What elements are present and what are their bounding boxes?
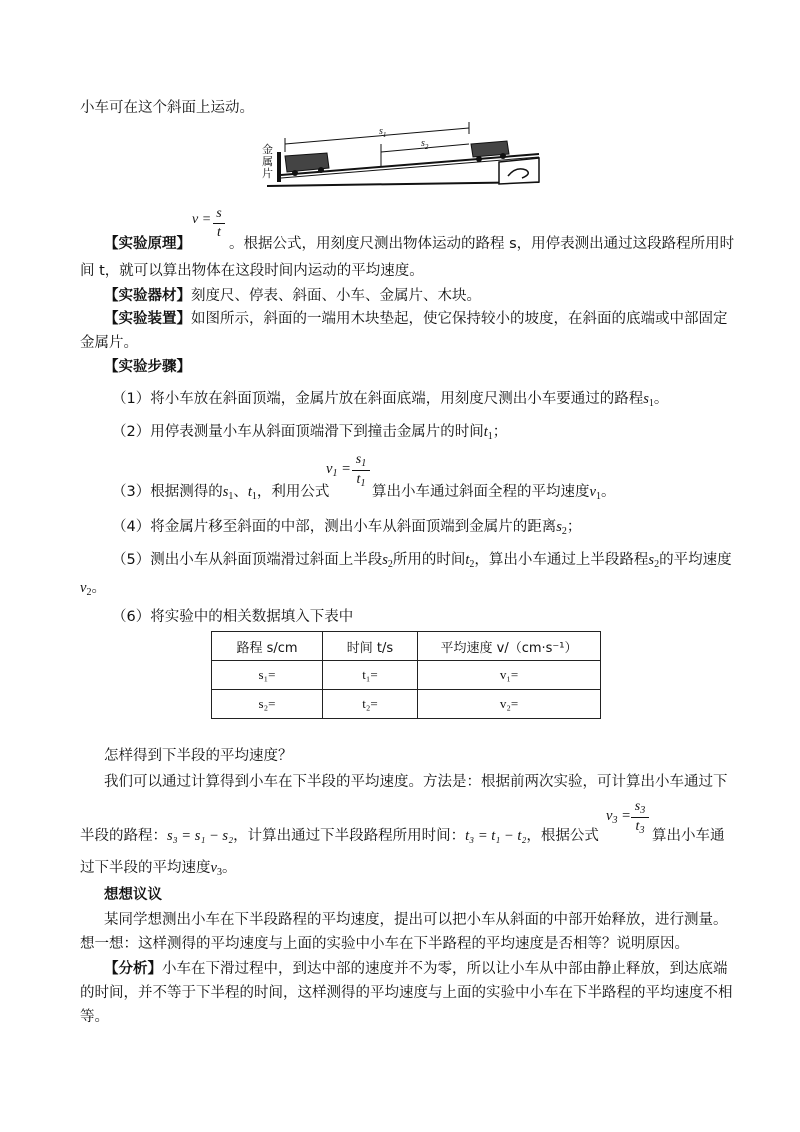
table-row — [212, 661, 601, 690]
step3-formula-lhs: $v_1$ = — [326, 461, 351, 479]
s1-dimension-line — [285, 128, 469, 144]
lower-paragraph-2: 半段的路程：s₃ = s₁ − s₂，计算出通过下半段路程所用时间：t₃ = t₁ − t₂，根据公式 — [80, 828, 599, 844]
step-5-cont: $v_2$。 — [80, 580, 106, 598]
step-6: （6）将实验中的相关数据填入下表中 — [112, 609, 354, 625]
table-cell: s₂= — [212, 690, 323, 719]
discussion-paragraph-2: 想一想：这样测得的平均速度与上面的实验中小车在下半路程的平均速度是否相等？说明原因。 — [80, 936, 689, 952]
lower-paragraph-1: 我们可以通过计算得到小车在下半段的平均速度。方法是：根据前两次实验，可计算出小车通过下 — [104, 774, 728, 790]
setup-line-2: 金属片。 — [80, 335, 138, 351]
equipment-line: 【实验器材】刻度尺、停表、斜面、小车、金属片、木块。 — [104, 288, 481, 304]
principle-text-1: 。根据公式，用刻度尺测出物体运动的路程 s，用停表测出通过这段路程所用时 — [229, 236, 735, 252]
table-header-row — [212, 632, 601, 661]
lower-paragraph-2-end: 算出小车通 — [652, 828, 725, 844]
principle-heading: 【实验原理】 — [104, 236, 191, 252]
step-2: （2）用停表测量小车从斜面顶端滑下到撞击金属片的时间$t_1$； — [112, 424, 508, 442]
analysis-paragraph-3: 等。 — [80, 1009, 109, 1025]
principle-formula-fraction — [213, 206, 225, 241]
metal-plate-label: 金 属 片 — [262, 143, 273, 180]
v3-formula-fraction: $s_3$ $t_3$ — [631, 799, 649, 836]
table-header: 时间 t/s — [323, 632, 418, 661]
discussion-paragraph-1: 某同学想测出小车在下半段路程的平均速度，提出可以把小车从斜面的中部开始释放，进行测量。 — [104, 912, 728, 928]
ground-line — [267, 182, 539, 186]
incline-figure — [263, 122, 543, 192]
principle-formula-lhs: v = — [192, 212, 212, 227]
lower-paragraph-3: 过下半段的平均速度$v_3$。 — [80, 860, 237, 878]
s2-label: $s_2$ — [421, 138, 429, 151]
data-table — [211, 631, 601, 719]
table-cell: t₂= — [323, 690, 418, 719]
table-header: 路程 s/cm — [212, 632, 323, 661]
metal-plate — [277, 152, 281, 182]
lower-question: 怎样得到下半段的平均速度？ — [104, 748, 293, 764]
table-cell: v₂= — [418, 690, 601, 719]
step-1: （1）将小车放在斜面顶端，金属片放在斜面底端，用刻度尺测出小车要通过的路程$s_1$。 — [112, 391, 669, 409]
principle-numerator: s — [216, 206, 222, 221]
step3-formula-fraction: $s_1$ $t_1$ — [352, 452, 370, 489]
setup-line-1: 【实验装置】如图所示，斜面的一端用木块垫起，使它保持较小的坡度，在斜面的底端或中部固定 — [104, 311, 728, 327]
table-cell: t₁= — [323, 661, 418, 690]
step-4: （4）将金属片移至斜面的中部，测出小车从斜面顶端到金属片的距离$s_2$； — [112, 519, 582, 537]
step-3-left: （3）根据测得的$s_1$、$t_1$，利用公式 — [112, 484, 330, 502]
principle-text-2: 间 t，就可以算出物体在这段时间内运动的平均速度。 — [80, 263, 424, 279]
incline-diagram — [263, 122, 543, 192]
table-cell: v₁= — [418, 661, 601, 690]
table-row — [212, 690, 601, 719]
discussion-heading: 想想议议 — [104, 887, 162, 903]
analysis-paragraph-2: 的时间，并不等于下半程的时间，这样测得的平均速度与上面的实验中小车在下半路程的平均速度不相 — [80, 985, 733, 1001]
analysis-paragraph-1: 【分析】小车在下滑过程中，到达中部的速度并不为零，所以让小车从中部由静止释放，到达底端 — [104, 961, 728, 977]
v3-formula-lhs: $v_3$ = — [606, 808, 631, 826]
intro-text: 小车可在这个斜面上运动。 — [80, 100, 254, 116]
s1-label: $s_1$ — [379, 126, 387, 139]
steps-heading: 【实验步骤】 — [104, 359, 191, 375]
principle-denominator: t — [217, 225, 221, 240]
step-5: （5）测出小车从斜面顶端滑过斜面上半段$s_2$所用的时间$t_2$，算出小车通过上半段路程$s_2$的平均速度 — [112, 552, 732, 570]
table-cell: s₁= — [212, 661, 323, 690]
table-header: 平均速度 v/（cm·s⁻¹） — [418, 632, 601, 661]
wood-block — [499, 158, 539, 184]
step-3-right: 算出小车通过斜面全程的平均速度$v_1$。 — [372, 484, 616, 502]
